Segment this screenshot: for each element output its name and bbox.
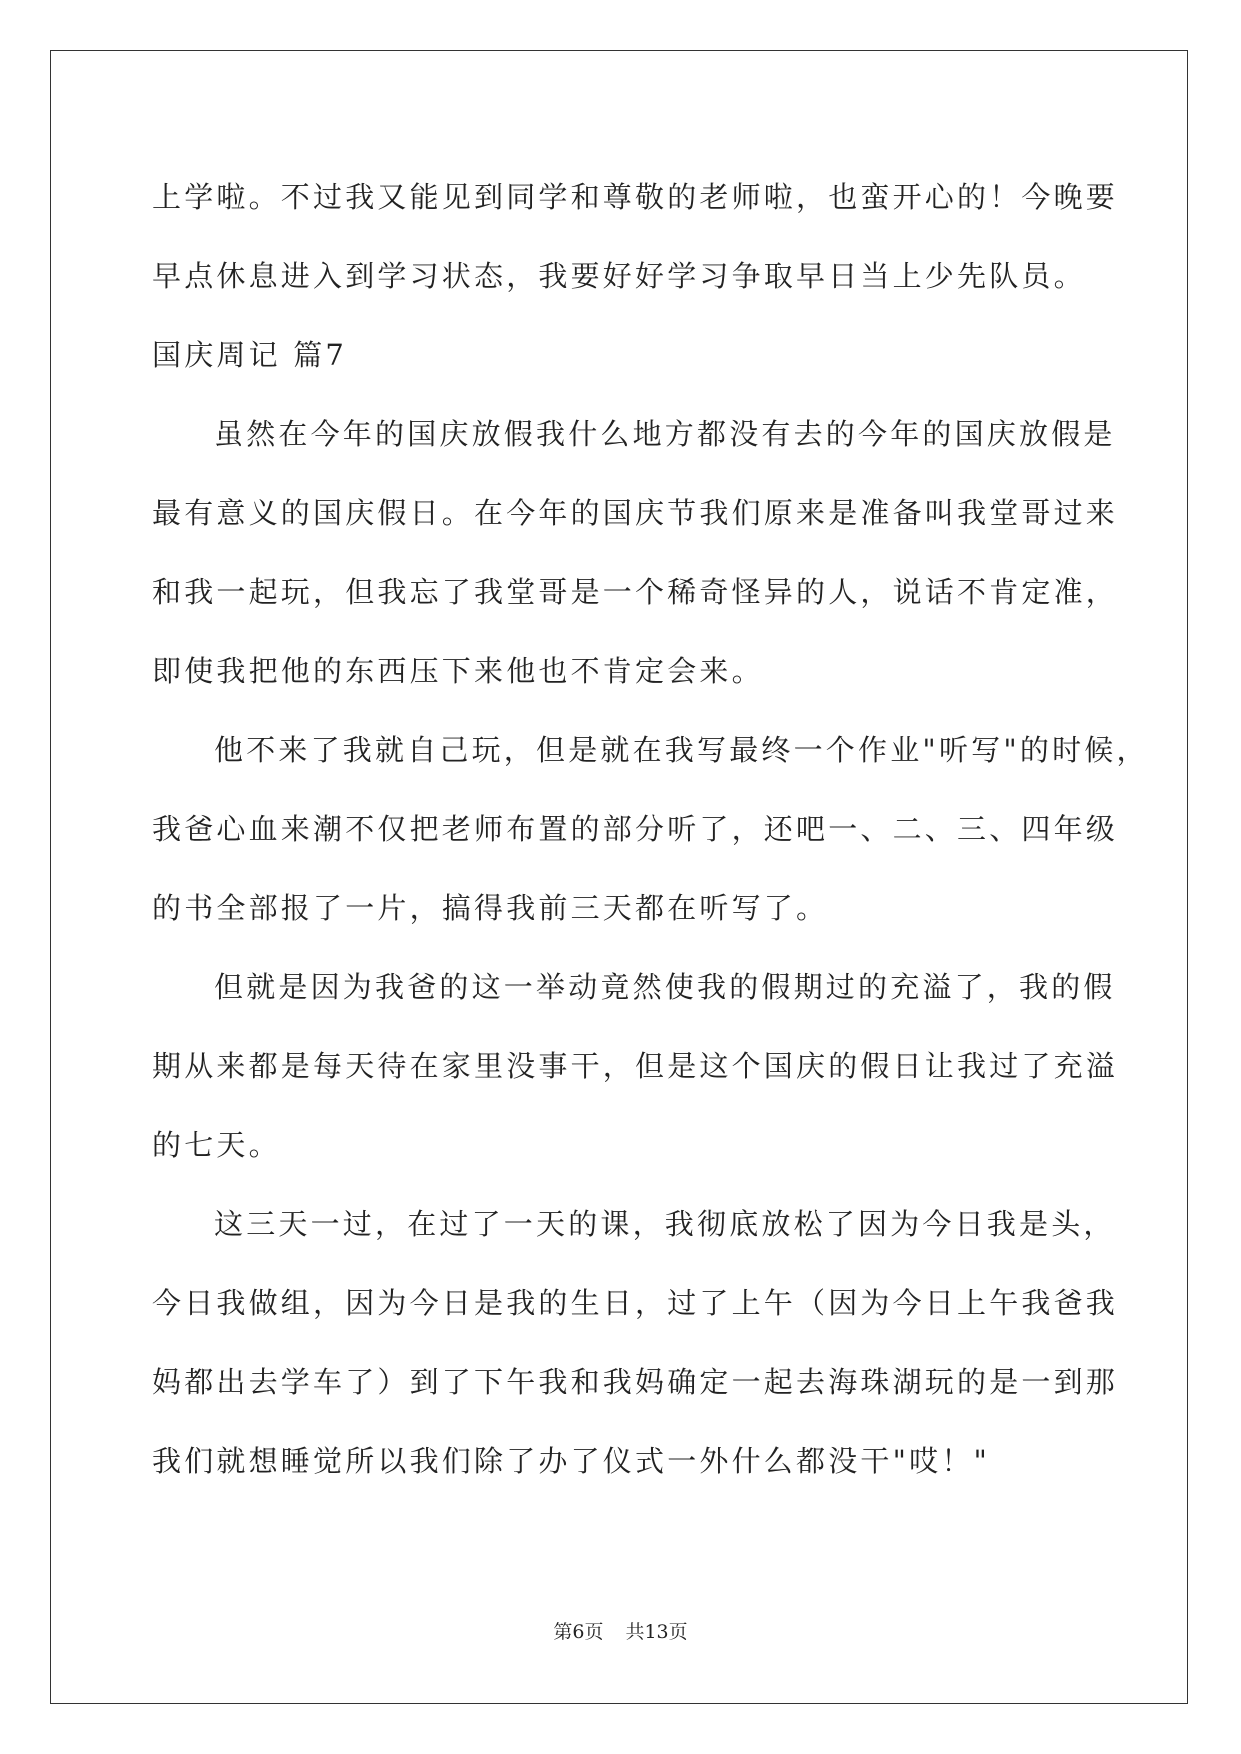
text-line: 但就是因为我爸的这一举动竟然使我的假期过的充溢了，我的假 [214,970,1116,1004]
text-line: 今日我做组，因为今日是我的生日，过了上午（因为今日上午我爸我 [152,1286,1119,1320]
document-body [152,158,1149,1501]
text-line: 最有意义的国庆假日。在今年的国庆节我们原来是准备叫我堂哥过来 [152,496,1119,530]
text-line: 我爸心血来潮不仅把老师布置的部分听了，还吧一、二、三、四年级 [152,812,1119,846]
text-line: 即使我把他的东西压下来他也不肯定会来。 [152,654,764,688]
text-line: 期从来都是每天待在家里没事干，但是这个国庆的假日让我过了充溢 [152,1049,1119,1083]
text-line: 的书全部报了一片，搞得我前三天都在听写了。 [152,891,829,925]
text-line: 的七天。 [152,1128,281,1162]
text-line: 上学啦。不过我又能见到同学和尊敬的老师啦，也蛮开心的！今晚要 [152,180,1119,214]
page-number-current: 第6页 [553,1621,604,1643]
text-line: 早点休息进入到学习状态，我要好好学习争取早日当上少先队员。 [152,259,1086,293]
page-footer [0,1617,1241,1644]
text-line: 他不来了我就自己玩，但是就在我写最终一个作业"听写"的时候， [214,733,1149,767]
text-line: 我们就想睡觉所以我们除了办了仪式一外什么都没干"哎！" [152,1444,991,1478]
text-line: 和我一起玩，但我忘了我堂哥是一个稀奇怪异的人，说话不肯定准， [152,575,1119,609]
page-number-total: 共13页 [625,1621,688,1643]
section-heading: 国庆周记 篇7 [152,338,348,372]
text-line: 虽然在今年的国庆放假我什么地方都没有去的今年的国庆放假是 [214,417,1116,451]
text-line: 妈都出去学车了）到了下午我和我妈确定一起去海珠湖玩的是一到那 [152,1365,1119,1399]
text-line: 这三天一过，在过了一天的课，我彻底放松了因为今日我是头， [214,1207,1116,1241]
